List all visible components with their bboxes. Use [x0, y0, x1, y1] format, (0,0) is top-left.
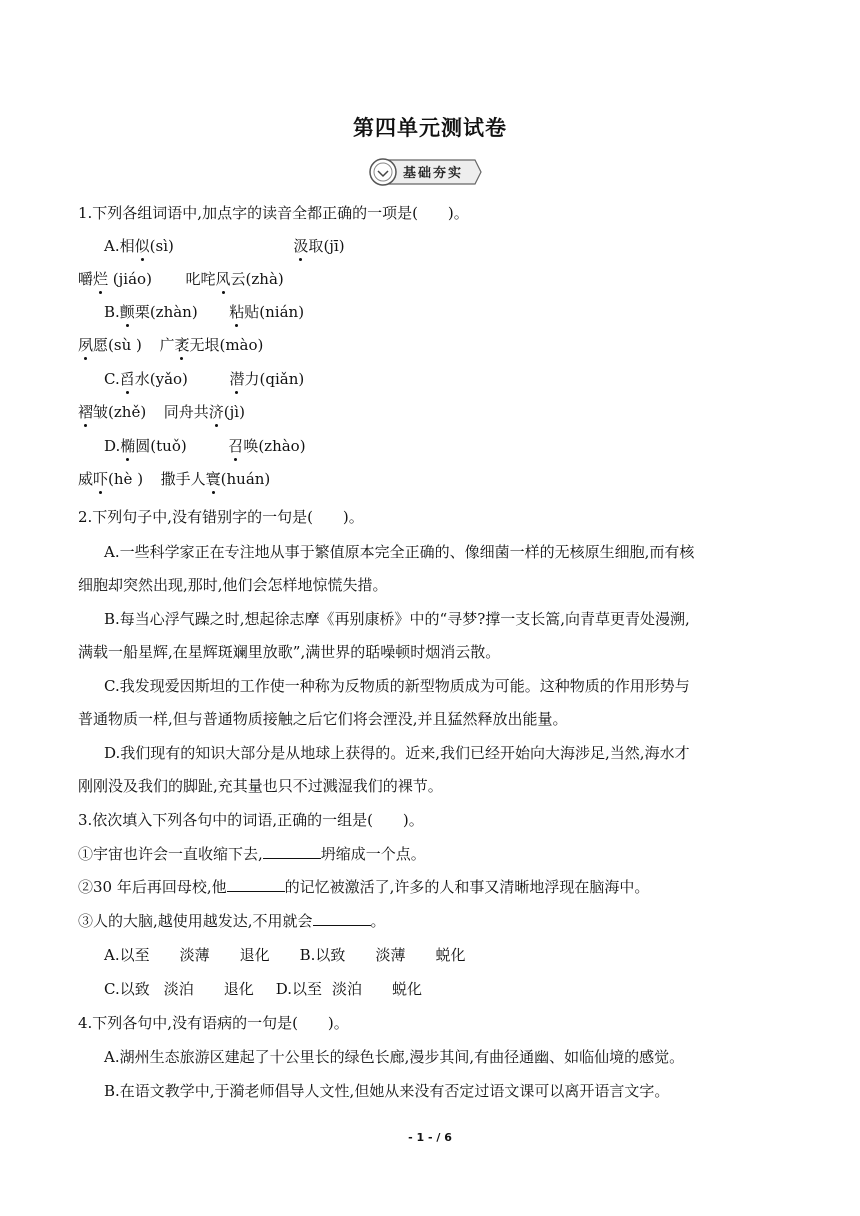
- q3-sentence-2: ②30 年后再回母校,他 的记忆被激活了,许多的人和事又清晰地浮现在脑海中。: [78, 878, 650, 896]
- q3-sentence-3: ③人的大脑,越使用越发达,不用就会 。: [78, 912, 386, 930]
- q2-option-b-line2: 满载一船星辉,在星辉斑斓里放歌”,满世界的聒噪顿时烟消云散。: [78, 643, 501, 661]
- page-number: - 1 - / 6: [408, 1131, 452, 1144]
- q1-option-a-line1: A.相似(sì) 汲取(jī): [104, 237, 345, 255]
- section-badge: [367, 156, 487, 188]
- q1-option-d-line1: D.椭圆(tuǒ) 召唤(zhào): [104, 437, 306, 455]
- q1-option-a-line2: 嚼烂 (jiáo) 叱咤风云(zhà): [78, 270, 284, 288]
- q1-option-b-line2: 夙愿(sù ) 广袤无垠(mào): [78, 336, 264, 354]
- q4-stem: 4.下列各句中,没有语病的一句是( )。: [78, 1014, 349, 1032]
- q4-option-b: B.在语文教学中,于漪老师倡导人文性,但她从来没有否定过语文课可以离开语言文字。: [104, 1082, 670, 1100]
- q2-option-c-line2: 普通物质一样,但与普通物质接触之后它们将会湮没,并且猛然释放出能量。: [78, 710, 568, 728]
- q3-stem: 3.依次填入下列各句中的词语,正确的一组是( )。: [78, 811, 424, 829]
- q1-option-d-line2: 威吓(hè ) 撒手人寰(huán): [78, 470, 271, 488]
- page-title: 第四单元测试卷: [353, 116, 507, 140]
- q3-blank-2: [227, 877, 285, 892]
- q2-option-a-line2: 细胞却突然出现,那时,他们会怎样地惊慌失措。: [78, 576, 388, 594]
- q2-option-b-line1: B.每当心浮气躁之时,想起徐志摩《再别康桥》中的“寻梦?撑一支长篙,向青草更青处漫溯,: [104, 610, 690, 628]
- q2-option-d-line1: D.我们现有的知识大部分是从地球上获得的。近来,我们已经开始向大海涉足,当然,海水才: [104, 744, 690, 762]
- q1-option-c-line2: 褶皱(zhě) 同舟共济(jì): [78, 403, 245, 421]
- q2-option-a-line1: A.一些科学家正在专注地从事于繁值原本完全正确的、像细菌一样的无核原生细胞,而有核: [104, 543, 695, 561]
- q1-option-c-line1: C.舀水(yǎo) 潜力(qiǎn): [104, 370, 305, 388]
- q3-blank-1: [263, 844, 321, 859]
- q4-option-a: A.湖州生态旅游区建起了十公里长的绿色长廊,漫步其间,有曲径通幽、如临仙境的感觉。: [104, 1048, 685, 1066]
- q1-stem: 1.下列各组词语中,加点字的读音全都正确的一项是( )。: [78, 204, 469, 222]
- section-badge-label: 基础夯实: [403, 166, 464, 181]
- q3-options-ab: A.以至 淡薄 退化 B.以致 淡薄 蜕化: [104, 946, 466, 964]
- q2-option-d-line2: 刚刚没及我们的脚趾,充其量也只不过溅湿我们的裸节。: [78, 777, 443, 795]
- q2-option-c-line1: C.我发现爱因斯坦的工作使一种称为反物质的新型物质成为可能。这种物质的作用形势与: [104, 677, 690, 695]
- q3-options-cd: C.以致 淡泊 退化 D.以至 淡泊 蜕化: [104, 980, 423, 998]
- q2-stem: 2.下列句子中,没有错别字的一句是( )。: [78, 508, 364, 526]
- q3-blank-3: [313, 911, 371, 926]
- q1-option-b-line1: B.颤栗(zhàn) 粘贴(nián): [104, 303, 305, 321]
- q3-sentence-1: ①宇宙也许会一直收缩下去, 坍缩成一个点。: [78, 845, 426, 863]
